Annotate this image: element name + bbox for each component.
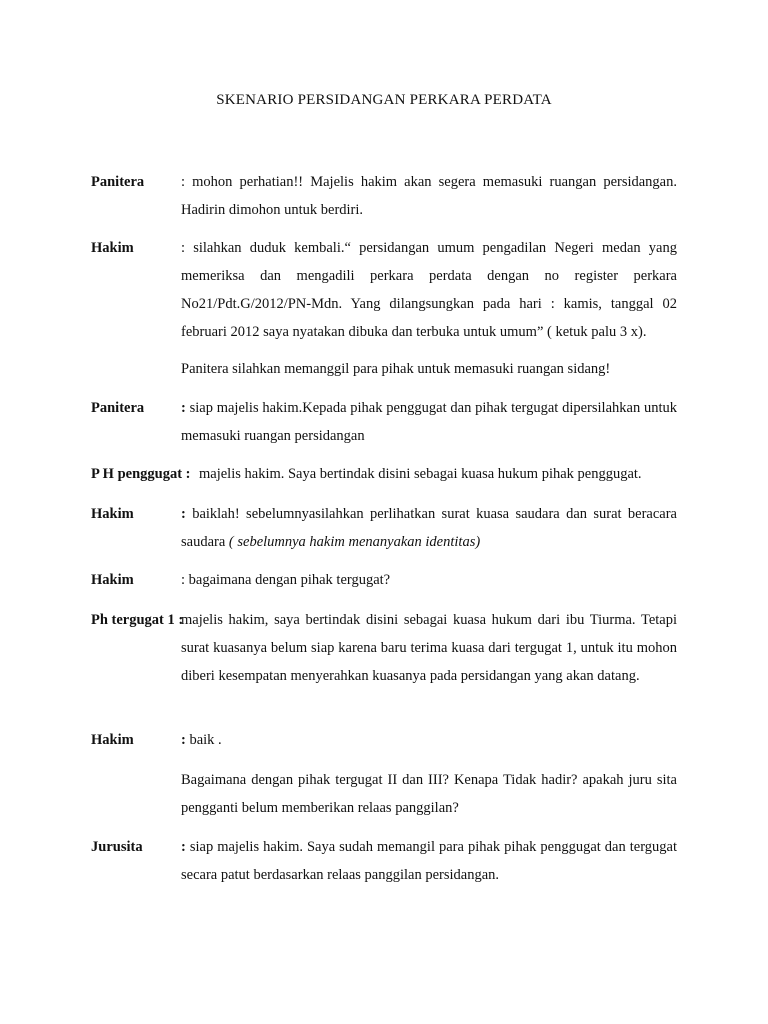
speaker-label: Hakim xyxy=(91,506,134,522)
speaker-label: Ph tergugat 1 : xyxy=(91,612,184,628)
colon-mark: : xyxy=(181,506,186,522)
speaker-label: P H penggugat : xyxy=(91,466,191,482)
dialogue-text: Panitera silahkan memanggil para pihak untuk memasuki ruangan sidang! xyxy=(181,361,611,377)
dialogue-text: : silahkan duduk kembali.“ persidangan umum pengadilan Negeri medan yang memeriksa dan mengadili perkara perdata dengan no register perkara No21/Pdt.G/2012/PN-Mdn. Yang dilangsungkan pada hari : kamis, tanggal 02 februari 2012 saya nyatakan dibuka dan terbuka untuk umum” ( ketuk palu 3 x). xyxy=(181,240,677,340)
colon-mark: : xyxy=(181,400,186,416)
speaker-label: Hakim xyxy=(91,732,134,748)
dialogue-text xyxy=(181,833,677,889)
dialogue-text xyxy=(181,500,677,556)
dialogue-text: : mohon perhatian!! Majelis hakim akan segera memasuki ruangan persidangan. Hadirin dimohon untuk berdiri. xyxy=(181,174,677,218)
stage-direction: ( sebelumnya hakim menanyakan identitas) xyxy=(228,534,481,550)
dialogue-entry xyxy=(91,726,677,754)
dialogue-body: siap majelis hakim.Kepada pihak penggugat dan pihak tergugat dipersilahkan untuk memasuki ruangan persidangan xyxy=(181,400,677,444)
dialogue-entry xyxy=(91,168,677,224)
dialogue-entry xyxy=(91,234,677,346)
dialogue-text xyxy=(181,726,677,754)
dialogue-entry xyxy=(91,500,677,556)
colon-mark: : xyxy=(181,839,186,855)
speaker-label: Hakim xyxy=(91,572,134,588)
colon-mark: : xyxy=(181,732,186,748)
dialogue-body: siap majelis hakim. Saya sudah memangil para pihak pihak penggugat dan tergugat secara patut berdasarkan relaas panggilan persidangan. xyxy=(181,839,677,883)
document-title: SKENARIO PERSIDANGAN PERKARA PERDATA xyxy=(216,92,552,108)
dialogue-body: baiklah! sebelumnyasilahkan perlihatkan surat kuasa saudara dan surat beracara saudara xyxy=(181,506,677,550)
dialogue-text: majelis hakim, saya bertindak disini sebagai kuasa hukum dari ibu Tiurma. Tetapi surat kuasanya belum siap karena baru terima kuasa dari tergugat 1, untuk itu mohon diberi kesempatan menyerahkan kuasanya pada persidangan yang akan datang. xyxy=(181,612,677,684)
dialogue-entry xyxy=(91,606,677,690)
dialogue-entry xyxy=(91,355,677,383)
speaker-label: Jurusita xyxy=(91,839,143,855)
speaker-label: Hakim xyxy=(91,240,134,256)
dialogue-entry xyxy=(91,766,677,822)
dialogue-entry xyxy=(91,566,677,594)
dialogue-entry xyxy=(91,460,677,488)
dialogue-text: : bagaimana dengan pihak tergugat? xyxy=(181,572,391,588)
speaker-label: Panitera xyxy=(91,400,145,416)
dialogue-text: majelis hakim. Saya bertindak disini sebagai kuasa hukum pihak penggugat. xyxy=(199,466,642,482)
dialogue-body: baik . xyxy=(185,732,222,748)
dialogue-entry xyxy=(91,394,677,450)
dialogue-text: Bagaimana dengan pihak tergugat II dan III? Kenapa Tidak hadir? apakah juru sita pengganti belum memberikan relaas panggilan? xyxy=(181,772,677,816)
dialogue-text xyxy=(181,394,677,450)
speaker-label: Panitera xyxy=(91,174,145,190)
dialogue-entry xyxy=(91,833,677,889)
